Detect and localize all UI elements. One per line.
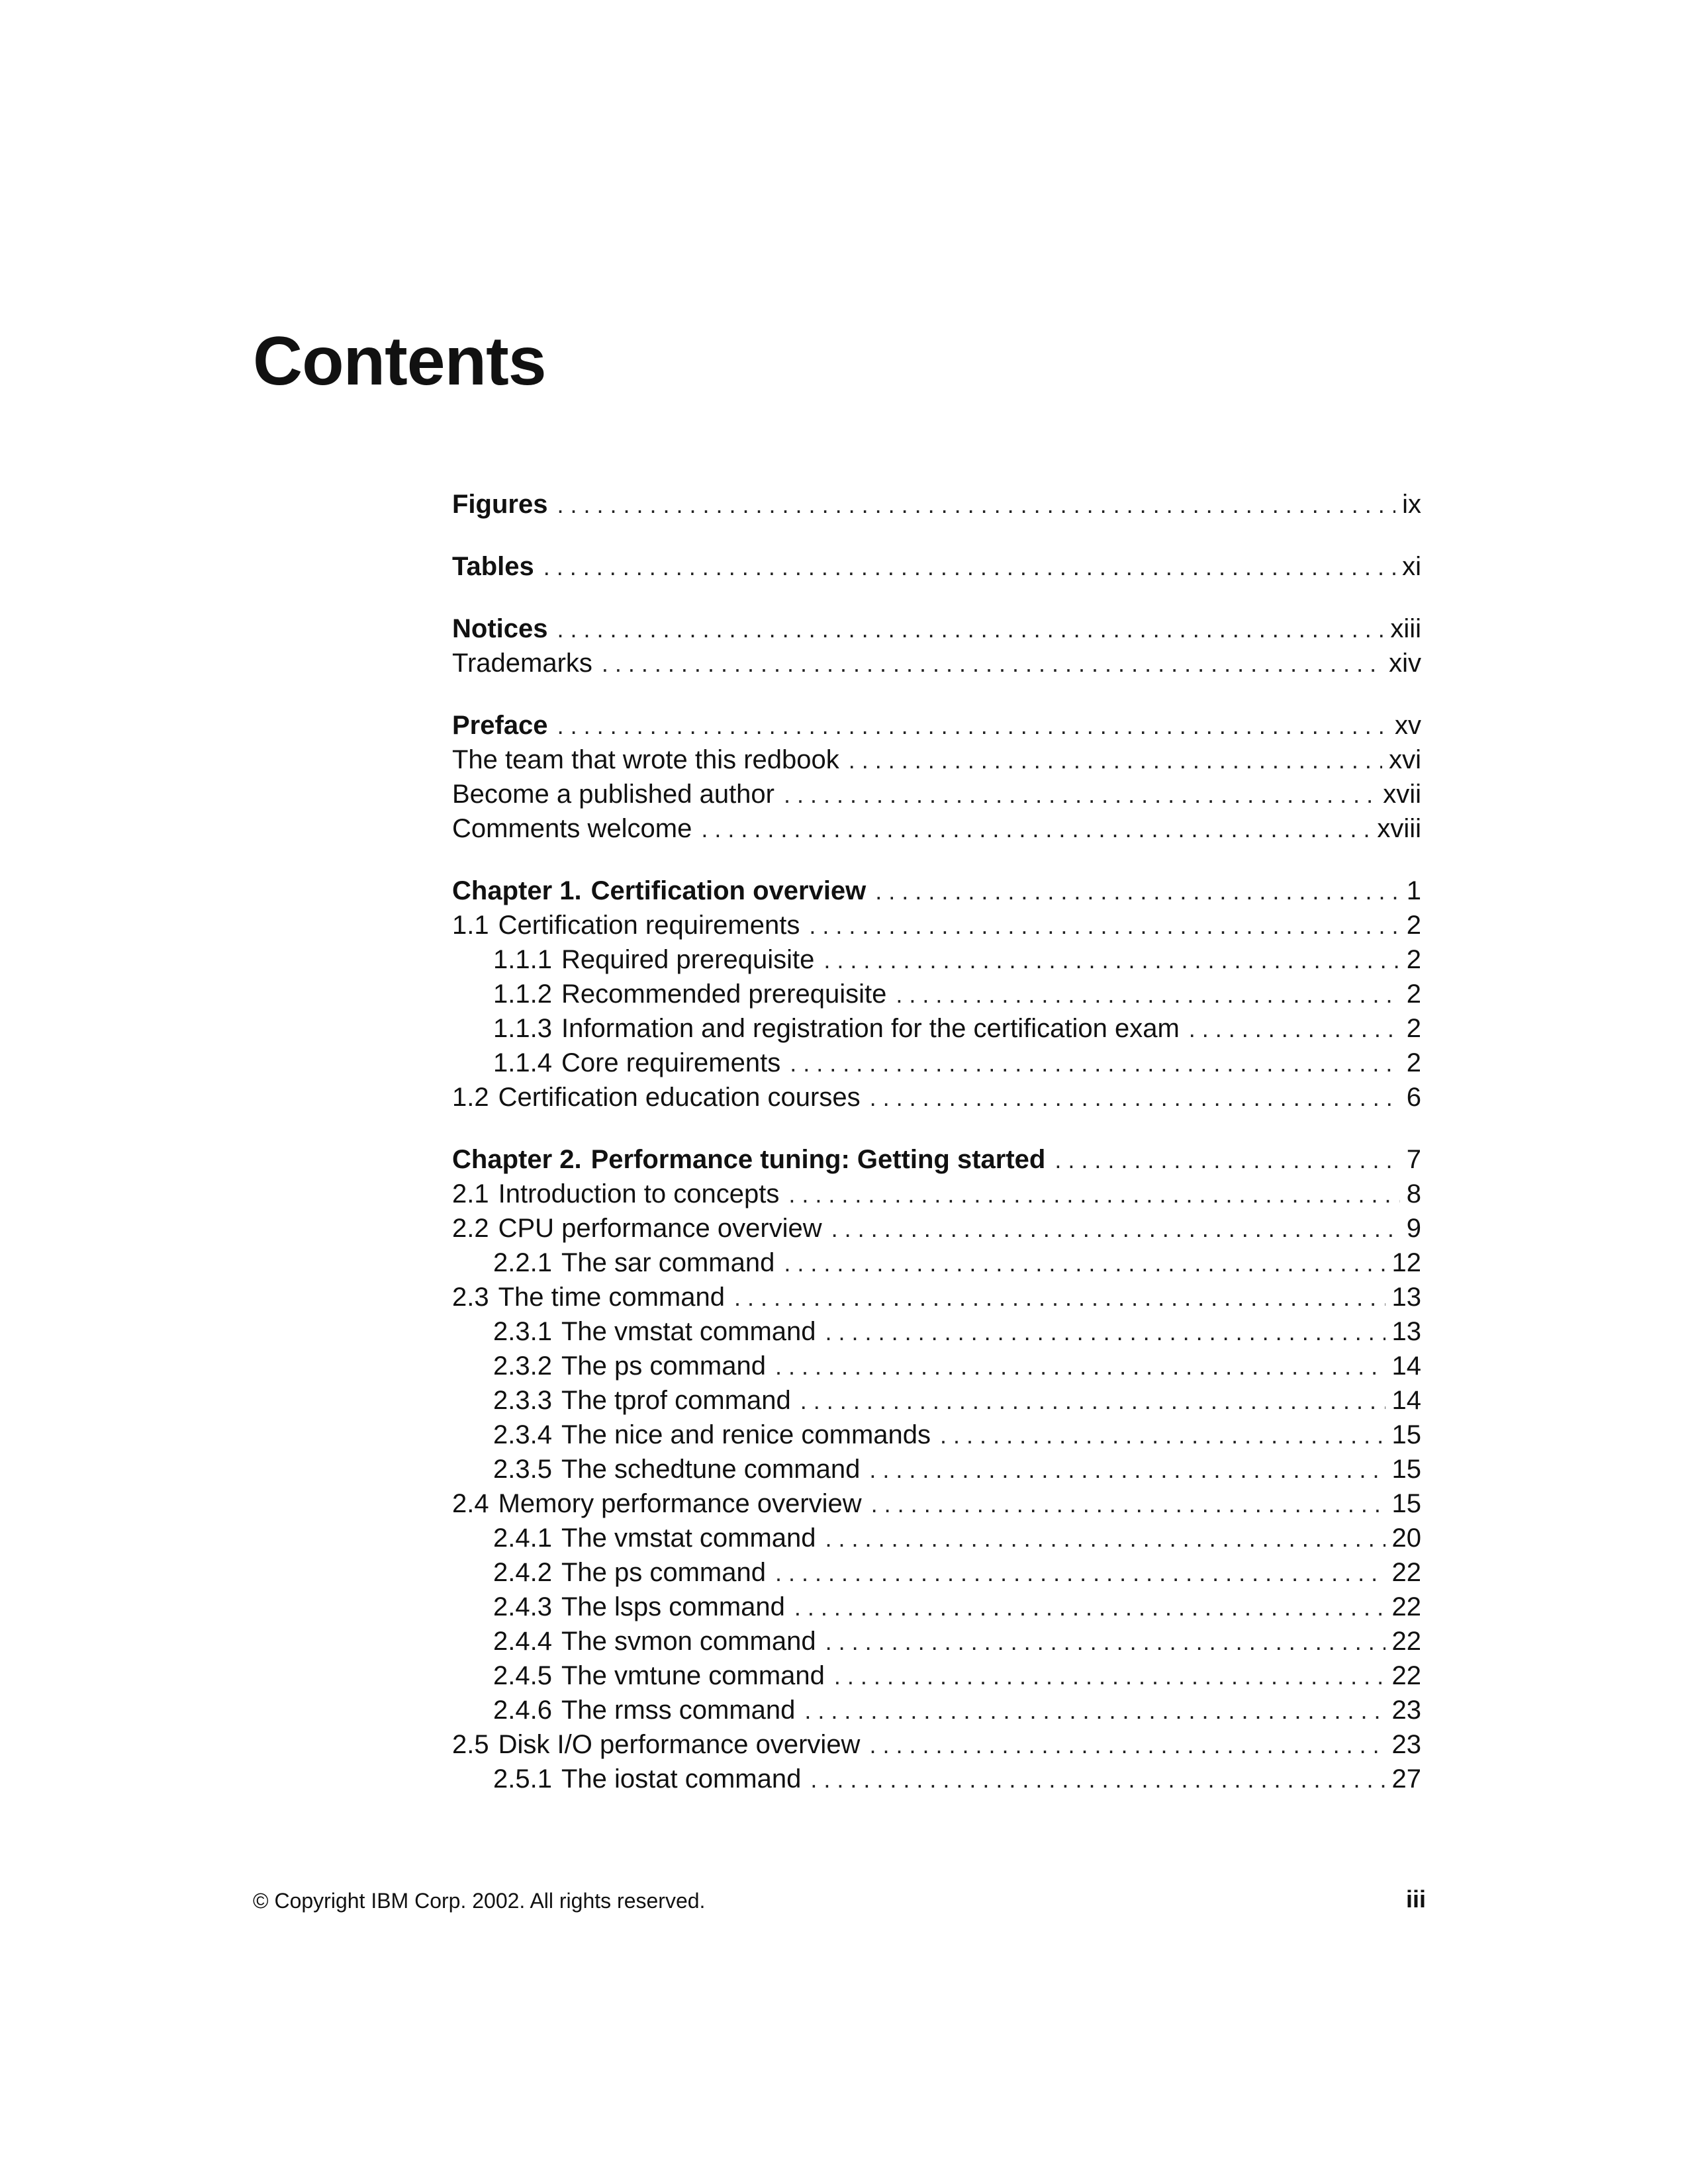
toc-entry-title: The schedtune command: [561, 1455, 861, 1484]
toc-entry-title: The team that wrote this redbook: [452, 745, 839, 774]
toc-entry-page: 15: [1391, 1420, 1421, 1449]
dot-leader: [875, 874, 1399, 909]
toc-entry-title: Memory performance overview: [498, 1489, 862, 1518]
toc-entry-label: [493, 1046, 780, 1080]
dot-leader: [804, 1694, 1385, 1728]
toc-entry-title: Comments welcome: [452, 814, 692, 843]
dot-leader: [825, 1315, 1385, 1349]
toc-entry-label: [452, 777, 774, 811]
dot-leader: [831, 1212, 1400, 1246]
toc-entry[interactable]: [452, 1011, 1421, 1046]
toc-entry[interactable]: [452, 977, 1421, 1011]
toc-entry-label: [493, 1555, 766, 1590]
toc-entry-title: The nice and renice commands: [561, 1420, 931, 1449]
toc-entry-number: 2.3.3: [493, 1386, 552, 1415]
toc-entry-title: Become a published author: [452, 780, 774, 809]
toc-entry[interactable]: [452, 612, 1421, 646]
toc-entry-title: Certification requirements: [498, 911, 800, 940]
toc-entry-title: The vmstat command: [561, 1317, 816, 1346]
dot-leader: [1055, 1143, 1399, 1177]
toc-entry-number: Chapter 1.: [452, 876, 582, 905]
toc-entry-page: 22: [1391, 1661, 1421, 1690]
toc-entry-label: [452, 708, 548, 743]
toc-entry[interactable]: [452, 1418, 1421, 1452]
dot-leader: [1189, 1012, 1400, 1046]
toc-entry-page: 22: [1391, 1592, 1421, 1621]
toc-entry-title: The sar command: [561, 1248, 775, 1277]
page-title: Contents: [253, 323, 546, 400]
toc-entry-label: [493, 1624, 816, 1659]
toc-entry[interactable]: [452, 1486, 1421, 1521]
dot-leader: [543, 550, 1395, 584]
toc-entry[interactable]: [452, 1314, 1421, 1349]
toc-entry[interactable]: [452, 1080, 1421, 1115]
toc-entry-page: 7: [1406, 1145, 1421, 1174]
toc-entry-title: The lsps command: [561, 1592, 785, 1621]
toc-entry-title: Disk I/O performance overview: [498, 1730, 861, 1759]
toc-entry-page: 14: [1391, 1351, 1421, 1381]
toc-entry-page: 23: [1391, 1730, 1421, 1759]
toc-entry-page: 2: [1406, 979, 1421, 1009]
toc-entry-page: 9: [1406, 1214, 1421, 1243]
dot-leader: [825, 1625, 1385, 1659]
toc-entry-title: Recommended prerequisite: [561, 979, 887, 1009]
toc-entry-number: 2.1: [452, 1179, 489, 1208]
toc-entry[interactable]: [452, 1762, 1421, 1796]
toc-entry-number: 1.1: [452, 911, 489, 940]
dot-leader: [940, 1418, 1385, 1453]
toc-entry-page: 15: [1391, 1455, 1421, 1484]
toc-group: [452, 1142, 1421, 1796]
dot-leader: [794, 1590, 1385, 1625]
toc-entry[interactable]: [452, 646, 1421, 680]
toc-entry-title: The rmss command: [561, 1696, 796, 1725]
toc-entry-title: Trademarks: [452, 649, 592, 678]
toc-group: [452, 612, 1421, 680]
toc-entry-title: The vmtune command: [561, 1661, 825, 1690]
toc-entry[interactable]: [452, 487, 1421, 522]
toc-entry-label: [452, 908, 800, 942]
toc-entry-page: 27: [1391, 1764, 1421, 1794]
toc-entry-number: 2.3.5: [493, 1455, 552, 1484]
dot-leader: [734, 1281, 1385, 1315]
dot-leader: [823, 943, 1399, 978]
toc-entry-label: [452, 743, 839, 777]
toc-entry-label: [452, 1177, 779, 1211]
toc-entry[interactable]: [452, 1452, 1421, 1486]
toc-entry-page: 2: [1406, 1014, 1421, 1043]
toc-entry-label: [493, 1011, 1180, 1046]
dot-leader: [557, 612, 1384, 647]
toc-entry-label: [493, 1349, 766, 1383]
toc-entry-title: The vmstat command: [561, 1524, 816, 1553]
dot-leader: [775, 1556, 1385, 1590]
toc-entry-page: 13: [1391, 1283, 1421, 1312]
toc-entry[interactable]: [452, 1659, 1421, 1693]
toc-entry-label: [452, 1727, 860, 1762]
toc-entry[interactable]: [452, 708, 1421, 743]
toc-entry[interactable]: [452, 1590, 1421, 1624]
toc-entry-label: [493, 1659, 825, 1693]
toc-entry[interactable]: [452, 1727, 1421, 1762]
toc-entry-number: 1.1.2: [493, 979, 552, 1009]
dot-leader: [871, 1487, 1385, 1522]
toc-entry-label: [452, 487, 547, 522]
toc-entry-number: Chapter 2.: [452, 1145, 582, 1174]
toc-entry-page: 6: [1406, 1083, 1421, 1112]
toc-entry-page: 23: [1391, 1696, 1421, 1725]
table-of-contents: [452, 487, 1421, 1824]
toc-entry-page: 12: [1391, 1248, 1421, 1277]
toc-entry-label: [493, 1383, 791, 1418]
dot-leader: [825, 1522, 1385, 1556]
toc-entry-number: 2.4: [452, 1489, 489, 1518]
toc-entry-number: 2.3.1: [493, 1317, 552, 1346]
toc-entry-title: Notices: [452, 614, 548, 643]
toc-entry-number: 2.4.3: [493, 1592, 552, 1621]
dot-leader: [701, 812, 1370, 846]
toc-entry[interactable]: [452, 1246, 1421, 1280]
dot-leader: [784, 1246, 1385, 1281]
toc-entry-number: 1.1.4: [493, 1048, 552, 1077]
toc-entry-title: Figures: [452, 490, 548, 519]
dot-leader: [557, 709, 1388, 743]
toc-entry-label: [493, 1762, 801, 1796]
toc-group: [452, 487, 1421, 522]
toc-entry-page: ix: [1402, 490, 1421, 519]
toc-entry-label: [452, 874, 866, 908]
toc-entry-page: xiii: [1390, 614, 1421, 643]
footer-page-number: iii: [1405, 1886, 1426, 1913]
dot-leader: [557, 488, 1395, 522]
toc-entry[interactable]: [452, 1624, 1421, 1659]
toc-entry-number: 1.1.3: [493, 1014, 552, 1043]
toc-entry-label: [493, 1418, 931, 1452]
dot-leader: [809, 909, 1399, 943]
toc-entry-title: Tables: [452, 552, 534, 581]
toc-entry-page: 2: [1406, 945, 1421, 974]
toc-entry[interactable]: [452, 1177, 1421, 1211]
toc-group: [452, 874, 1421, 1115]
toc-entry-title: Introduction to concepts: [498, 1179, 780, 1208]
toc-entry-number: 2.4.4: [493, 1627, 552, 1656]
dot-leader: [775, 1349, 1385, 1384]
toc-entry-page: 22: [1391, 1558, 1421, 1587]
toc-entry-label: [452, 1211, 822, 1246]
toc-entry-number: 2.4.6: [493, 1696, 552, 1725]
toc-entry[interactable]: [452, 777, 1421, 811]
toc-entry-page: 1: [1406, 876, 1421, 905]
toc-entry-page: 14: [1391, 1386, 1421, 1415]
toc-entry-number: 2.5: [452, 1730, 489, 1759]
toc-entry-label: [452, 612, 548, 646]
toc-entry-label: [452, 811, 692, 846]
dot-leader: [784, 778, 1376, 812]
toc-entry-label: [493, 977, 886, 1011]
dot-leader: [869, 1453, 1385, 1487]
toc-group: [452, 549, 1421, 584]
toc-entry-page: 20: [1391, 1524, 1421, 1553]
toc-entry-title: The ps command: [561, 1558, 766, 1587]
toc-group: [452, 708, 1421, 846]
toc-entry-number: 2.5.1: [493, 1764, 552, 1794]
toc-entry[interactable]: [452, 874, 1421, 908]
toc-entry-title: Information and registration for the certification exam: [561, 1014, 1180, 1043]
toc-entry[interactable]: [452, 1280, 1421, 1314]
toc-entry-number: 2.3: [452, 1283, 489, 1312]
toc-entry-number: 1.2: [452, 1083, 489, 1112]
footer-copyright: © Copyright IBM Corp. 2002. All rights reserved.: [253, 1889, 706, 1913]
dot-leader: [849, 743, 1382, 778]
dot-leader: [896, 978, 1399, 1012]
toc-entry-number: 1.1.1: [493, 945, 552, 974]
toc-entry-label: [452, 549, 534, 584]
toc-entry[interactable]: [452, 1521, 1421, 1555]
toc-entry-title: The svmon command: [561, 1627, 816, 1656]
toc-entry-page: 13: [1391, 1317, 1421, 1346]
toc-entry-label: [452, 1142, 1045, 1177]
toc-entry-label: [452, 1486, 862, 1521]
toc-entry-page: xvii: [1383, 780, 1421, 809]
toc-entry[interactable]: [452, 811, 1421, 846]
toc-entry-title: The iostat command: [561, 1764, 802, 1794]
toc-entry[interactable]: [452, 1211, 1421, 1246]
dot-leader: [834, 1659, 1385, 1694]
toc-entry-title: CPU performance overview: [498, 1214, 822, 1243]
toc-entry[interactable]: [452, 549, 1421, 584]
dot-leader: [602, 647, 1382, 681]
toc-entry-number: 2.4.5: [493, 1661, 552, 1690]
toc-entry[interactable]: [452, 908, 1421, 942]
toc-entry[interactable]: [452, 1555, 1421, 1590]
toc-entry-label: [493, 1452, 860, 1486]
toc-entry-number: 2.4.2: [493, 1558, 552, 1587]
toc-entry[interactable]: [452, 1046, 1421, 1080]
toc-entry-title: Certification overview: [590, 876, 867, 905]
toc-entry-page: xi: [1402, 552, 1421, 581]
toc-entry-page: 15: [1391, 1489, 1421, 1518]
toc-entry-label: [452, 1280, 725, 1314]
toc-entry-page: 22: [1391, 1627, 1421, 1656]
toc-entry-page: xviii: [1377, 814, 1421, 843]
toc-entry-page: 2: [1406, 1048, 1421, 1077]
dot-leader: [790, 1046, 1400, 1081]
dot-leader: [800, 1384, 1385, 1418]
toc-entry-title: The ps command: [561, 1351, 766, 1381]
toc-entry-label: [493, 1521, 816, 1555]
toc-entry-page: 8: [1406, 1179, 1421, 1208]
toc-entry-number: 2.4.1: [493, 1524, 552, 1553]
toc-entry-title: The time command: [498, 1283, 725, 1312]
toc-entry[interactable]: [452, 743, 1421, 777]
toc-entry-number: 2.3.4: [493, 1420, 552, 1449]
toc-entry-number: 2.2: [452, 1214, 489, 1243]
toc-entry[interactable]: [452, 1693, 1421, 1727]
toc-entry-page: xiv: [1389, 649, 1421, 678]
toc-entry-label: [452, 646, 592, 680]
toc-entry[interactable]: [452, 942, 1421, 977]
dot-leader: [870, 1081, 1400, 1115]
toc-entry[interactable]: [452, 1383, 1421, 1418]
toc-entry-title: Required prerequisite: [561, 945, 815, 974]
toc-entry-label: [493, 1314, 816, 1349]
toc-entry-label: [452, 1080, 861, 1115]
toc-entry-number: 2.3.2: [493, 1351, 552, 1381]
toc-entry-page: xv: [1395, 711, 1421, 740]
toc-entry-label: [493, 1590, 785, 1624]
toc-entry-label: [493, 1693, 795, 1727]
toc-entry-title: The tprof command: [561, 1386, 791, 1415]
dot-leader: [869, 1728, 1385, 1762]
toc-entry[interactable]: [452, 1349, 1421, 1383]
toc-entry-title: Core requirements: [561, 1048, 781, 1077]
toc-entry-number: 2.2.1: [493, 1248, 552, 1277]
dot-leader: [810, 1762, 1385, 1797]
toc-entry-label: [493, 942, 814, 977]
dot-leader: [788, 1177, 1399, 1212]
toc-entry-page: xvi: [1389, 745, 1421, 774]
toc-entry-label: [493, 1246, 774, 1280]
toc-entry-title: Performance tuning: Getting started: [590, 1145, 1046, 1174]
toc-entry-title: Certification education courses: [498, 1083, 861, 1112]
toc-entry[interactable]: [452, 1142, 1421, 1177]
toc-entry-page: 2: [1406, 911, 1421, 940]
toc-entry-title: Preface: [452, 711, 548, 740]
